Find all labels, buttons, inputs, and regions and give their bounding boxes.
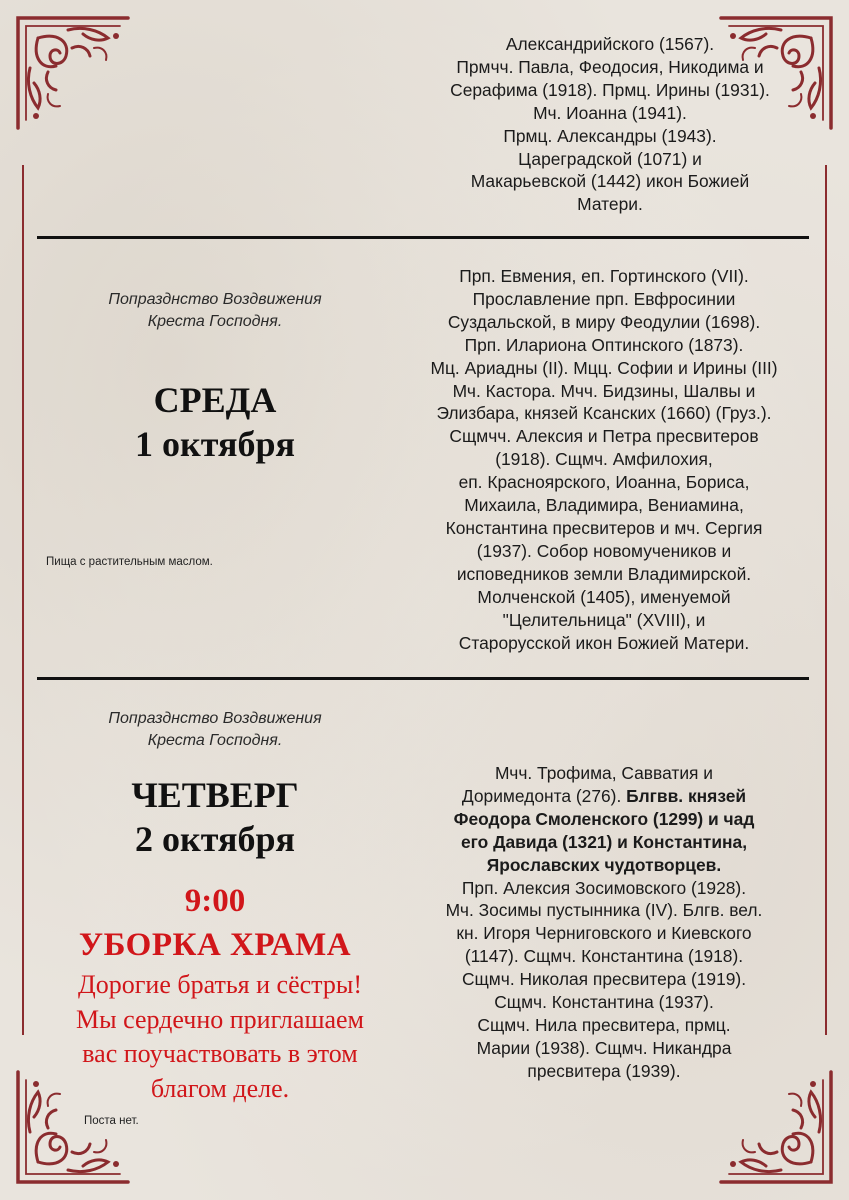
saints-line: Цареградской (1071) и — [518, 148, 702, 169]
saints-text: Марии (1938). Сщмч. Никандра — [476, 1037, 732, 1058]
saints-line: еп. Красноярского, Иоанна, Бориса, — [458, 472, 750, 493]
invitation-line: вас поучаствовать в этом — [82, 1039, 358, 1068]
event-time: 9:00 — [184, 883, 246, 919]
thursday-saints-list — [398, 762, 810, 1083]
event-title: УБОРКА ХРАМА — [78, 927, 352, 963]
saints-line: исповедников земли Владимирской. — [456, 563, 752, 584]
wednesday-heading — [40, 378, 390, 466]
top-saints-list — [410, 33, 810, 216]
saints-line: (1937). Собор новомучеников и — [476, 540, 732, 561]
saints-line — [398, 899, 810, 922]
saints-text: Мчч. Трофима, Савватия и — [494, 763, 714, 783]
weekday-label: ЧЕТВЕРГ — [131, 775, 299, 815]
saints-line: Старорусской икон Божией Матери. — [458, 632, 750, 653]
saints-line: Молченской (1405), именуемой — [477, 586, 731, 607]
saints-line: Мч. Кастора. Мчч. Бидзины, Шалвы и — [452, 380, 756, 401]
saints-line — [398, 808, 810, 831]
frame-line-left — [22, 165, 24, 1035]
saints-line — [398, 854, 810, 877]
weekday-label: СРЕДА — [153, 380, 277, 420]
saints-line: Прп. Илариона Оптинского (1873). — [464, 334, 744, 355]
saints-line: Александрийского (1567). — [505, 34, 715, 54]
invitation-line: Мы сердечно приглашаем — [76, 1004, 364, 1034]
saints-line: Прмц. Александры (1943). — [503, 125, 717, 146]
saints-text-bold: Блгвв. князей — [626, 785, 747, 806]
ornament-corner-top-left-icon — [8, 8, 138, 138]
saints-text: (1147). Сщмч. Константина (1918). — [464, 946, 744, 967]
saints-text-bold: Ярославских чудотворцев. — [486, 854, 722, 875]
feast-line: Креста Господня. — [147, 313, 283, 330]
section-divider — [37, 236, 809, 239]
saints-text: пресвитера (1939). — [527, 1060, 681, 1081]
saints-text: Сщмч. Нила пресвитера, прмц. — [477, 1014, 731, 1035]
feast-line: Креста Господня. — [147, 732, 283, 749]
saints-line — [398, 831, 810, 854]
wednesday-saints-list — [398, 265, 810, 654]
saints-line: Мц. Ариадны (II). Мцц. Софии и Ирины (III) — [430, 357, 778, 378]
saints-line: Сщмчч. Алексия и Петра пресвитеров — [449, 426, 759, 447]
saints-line — [398, 922, 810, 945]
date-label: 2 октября — [135, 819, 295, 859]
saints-line — [398, 762, 810, 785]
saints-text: Прп. Алексия Зосимовского (1928). — [461, 877, 747, 898]
saints-text: Сщмч. Николая пресвитера (1919). — [461, 969, 747, 990]
saints-line: Константина пресвитеров и мч. Сергия — [445, 517, 763, 538]
saints-text: Мч. Зосимы пустынника (IV). Блгв. вел. — [445, 900, 763, 921]
saints-line — [398, 1060, 810, 1083]
saints-text: Сщмч. Константина (1937). — [494, 992, 714, 1013]
saints-line: "Целительница" (XVIII), и — [502, 609, 706, 630]
thursday-heading — [40, 773, 390, 861]
saints-line: Михаила, Владимира, Вениамина, — [464, 495, 744, 516]
frame-line-right — [825, 165, 827, 1035]
saints-line — [398, 785, 810, 808]
wednesday-fasting-note: Пища с растительным маслом. — [46, 556, 213, 568]
thursday-feast — [40, 708, 390, 752]
saints-text-bold: его Давида (1321) и Константина, — [460, 831, 748, 852]
saints-line — [398, 991, 810, 1014]
event-invitation — [30, 968, 410, 1106]
saints-line: Прп. Евмения, еп. Гортинского (VII). — [459, 266, 749, 286]
saints-line: Макарьевской (1442) икон Божией — [470, 171, 750, 192]
saints-line: Суздальской, в миру Феодулии (1698). — [447, 311, 761, 332]
feast-line: Попразднство Воздвижения — [108, 291, 322, 308]
saints-line — [398, 877, 810, 900]
feast-line: Попразднство Воздвижения — [108, 710, 322, 727]
saints-text: Доримедонта (276). — [461, 785, 627, 806]
saints-line — [398, 1014, 810, 1037]
saints-line — [398, 1037, 810, 1060]
saints-line: (1918). Сщмч. Амфилохия, — [495, 449, 713, 470]
section-divider — [37, 677, 809, 680]
saints-line: Мч. Иоанна (1941). — [533, 102, 687, 123]
saints-line — [398, 968, 810, 991]
saints-text-bold: Феодора Смоленского (1299) и чад — [453, 808, 755, 829]
invitation-line: благом деле. — [150, 1073, 290, 1103]
saints-line: Элизбара, князей Ксанских (1660) (Груз.). — [436, 403, 772, 424]
saints-line: Матери. — [577, 194, 643, 215]
saints-text: кн. Игоря Черниговского и Киевского — [456, 923, 752, 944]
thursday-fasting-note: Поста нет. — [84, 1115, 139, 1127]
saints-line: Прмчч. Павла, Феодосия, Никодима и — [456, 56, 764, 77]
saints-line — [398, 945, 810, 968]
wednesday-feast — [40, 289, 390, 333]
date-label: 1 октября — [135, 424, 295, 464]
invitation-line: Дорогие братья и сёстры! — [78, 970, 362, 999]
saints-line: Серафима (1918). Прмц. Ирины (1931). — [450, 79, 770, 100]
saints-line: Прославление прп. Евфросинии — [472, 288, 736, 309]
